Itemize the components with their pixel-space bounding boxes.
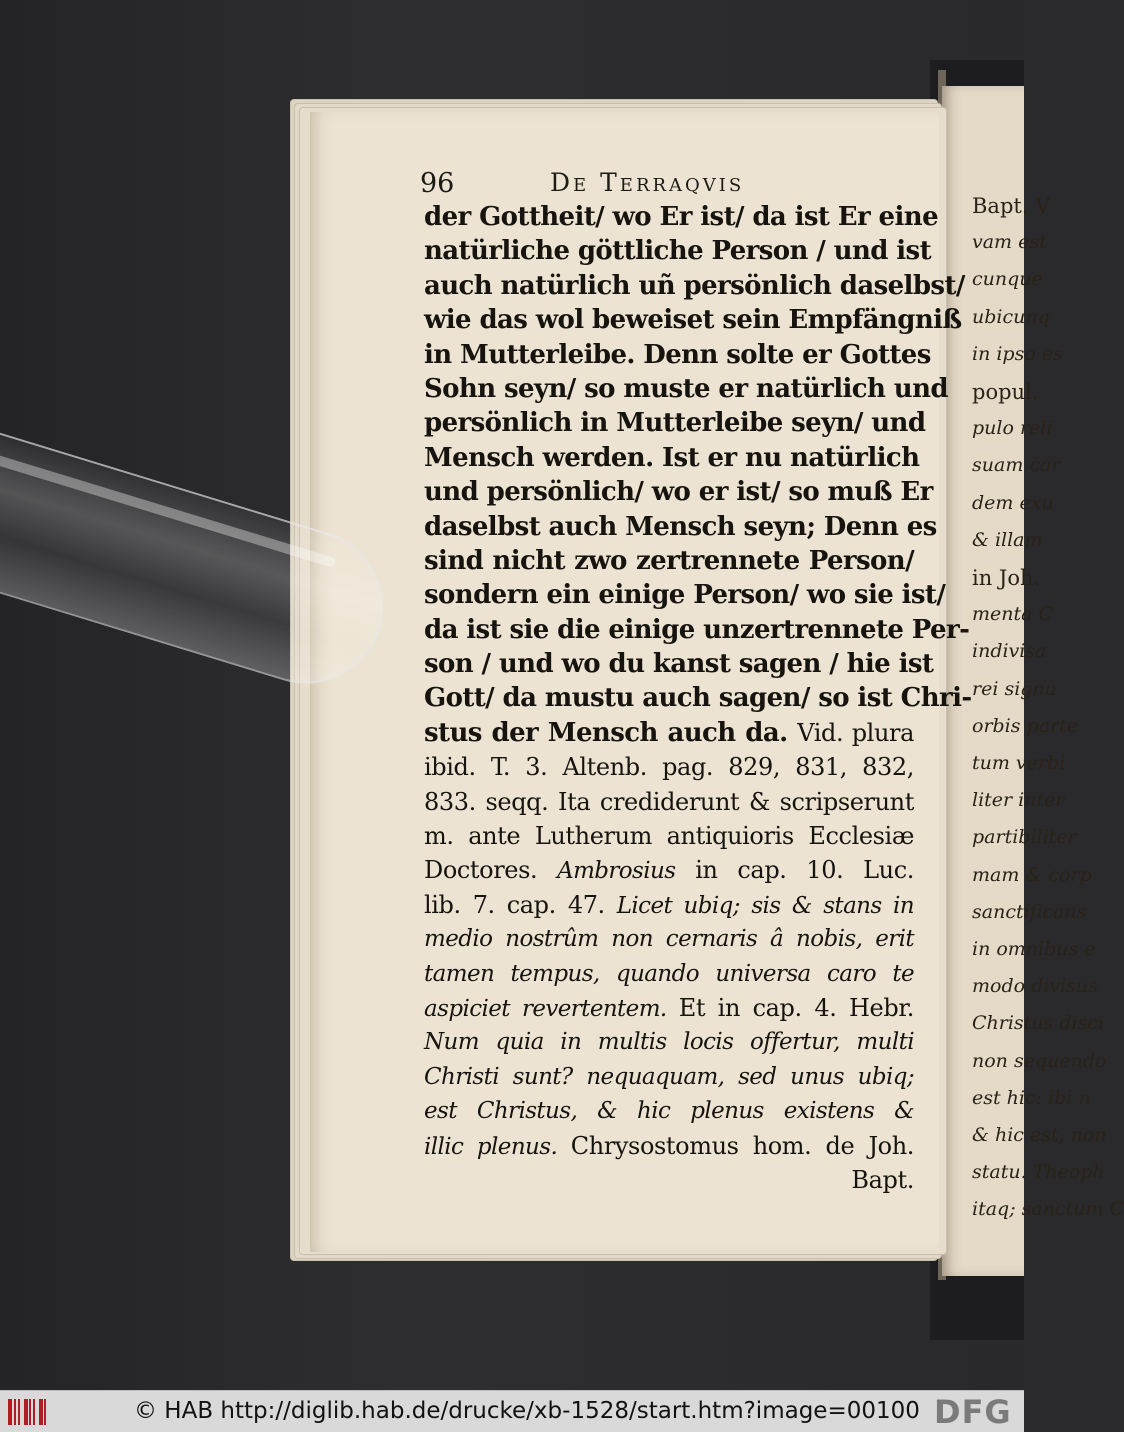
facing-page-fragment: dem exu <box>972 491 1054 514</box>
facing-page-fragment: sanctificans <box>972 900 1087 923</box>
facing-page-fragment: suam car <box>972 454 1061 477</box>
facing-page-fragment: modo divisus <box>972 975 1098 998</box>
text-segment: und persönlich/ wo er ist/ so muß Er <box>424 477 933 508</box>
text-line <box>424 1094 914 1128</box>
facing-page-fragment: partibiliter <box>972 826 1077 849</box>
text-segment: ibid. T. 3. Altenb. pag. 829, 831, 832, <box>424 753 914 782</box>
text-segment: son / und wo du kanst sagen / hie ist <box>424 649 934 680</box>
text-segment: auch natürlich uñ persönlich daselbst/ <box>424 270 965 301</box>
text-segment: in Mutterleibe. Denn solte er Gottes <box>424 339 931 370</box>
text-line <box>424 578 946 612</box>
text-line <box>424 785 914 819</box>
text-segment: Chrysostomus hom. de Joh. <box>570 1131 914 1160</box>
text-line <box>424 716 914 750</box>
text-segment: Num quia in multis locis offertur, multi <box>424 1029 914 1056</box>
facing-page-fragment: in omnibus e <box>972 938 1096 960</box>
dfg-logo: DFG <box>934 1393 1012 1431</box>
text-segment: stus der Mensch auch da. <box>424 717 798 748</box>
text-line <box>424 1060 914 1094</box>
text-line <box>424 647 934 681</box>
text-segment: Et in cap. 4. Hebr. <box>678 993 914 1022</box>
text-line <box>424 269 965 303</box>
facing-page-fragment: in Joh. <box>972 566 1041 590</box>
hab-logo-icon <box>8 1399 48 1425</box>
text-segment: Mensch werden. Ist er nu natürlich <box>424 442 920 473</box>
text-line <box>424 303 962 337</box>
logo-bar <box>18 1399 20 1425</box>
text-segment: in cap. 10. Luc. <box>675 856 914 885</box>
logo-bar <box>24 1399 28 1425</box>
text-segment: tamen tempus, quando universa caro te <box>424 960 914 987</box>
text-segment: m. ante Lutherum antiquioris Ecclesiæ <box>424 822 914 851</box>
text-line <box>424 200 939 234</box>
page-header <box>420 168 920 204</box>
facing-page-fragment: orbis parte <box>972 714 1079 737</box>
text-segment: sondern ein einige Person/ wo sie ist/ <box>424 580 946 611</box>
facing-page-fragment: itaq; sanctum C <box>972 1198 1124 1221</box>
page-text-block <box>424 200 972 1197</box>
text-line <box>424 819 914 853</box>
text-line <box>424 406 926 440</box>
facing-page-fragment: popul. <box>972 380 1039 404</box>
facing-page-fragment: & illam <box>972 528 1043 551</box>
facing-page-fragment: vam est <box>972 231 1047 254</box>
facing-page-fragment: rei signu <box>972 677 1057 700</box>
facing-page-fragment: statu. Theoph <box>972 1161 1105 1184</box>
text-segment: wie das wol beweiset sein Empfängniß <box>424 305 962 336</box>
text-line <box>424 338 931 372</box>
facing-page-fragment: mam & corp <box>972 863 1092 886</box>
text-line <box>424 991 914 1025</box>
facing-page-fragment: tum verbi <box>972 752 1066 774</box>
running-title: De Terraqvis <box>550 168 745 197</box>
facing-page-fragment: Christus disci <box>972 1012 1105 1035</box>
text-segment: 833. seqq. Ita crediderunt & scripserunt <box>424 787 914 816</box>
text-segment: da ist sie die einige unzertrennete Per- <box>424 614 970 645</box>
catchword-text: Bapt. <box>851 1165 914 1194</box>
text-segment: medio nostrûm non cernaris â nobis, erit <box>424 926 914 953</box>
text-line <box>424 441 920 475</box>
text-line <box>424 888 914 922</box>
text-segment: persönlich in Mutterleibe seyn/ und <box>424 408 926 439</box>
facing-page-fragment: menta C <box>972 603 1054 626</box>
catchword <box>424 1163 914 1197</box>
text-line <box>424 750 914 784</box>
logo-bar <box>44 1399 46 1425</box>
logo-bar <box>29 1399 31 1425</box>
text-segment: Ambrosius <box>557 858 676 885</box>
text-line <box>424 475 933 509</box>
text-segment: Licet ubiq; sis & stans in <box>616 892 914 919</box>
logo-bar <box>39 1399 43 1425</box>
facing-page-fragment: cunque <box>972 268 1043 291</box>
text-line <box>424 372 948 406</box>
facing-page-fragment: pulo reli <box>972 417 1053 440</box>
text-segment: Sohn seyn/ so muste er natürlich und <box>424 373 948 404</box>
facing-page-fragment: indivisa <box>972 640 1047 663</box>
logo-bar <box>8 1399 12 1425</box>
facing-page-fragment: non sequendo <box>972 1049 1107 1072</box>
facing-page-edge <box>942 86 1124 1276</box>
facing-page-fragment: Bapt. V <box>972 194 1051 218</box>
text-line <box>424 510 937 544</box>
text-segment: Doctores. <box>424 856 558 885</box>
text-segment: lib. 7. cap. 47. <box>424 890 617 919</box>
text-line <box>424 544 914 578</box>
text-segment: der Gottheit/ wo Er ist/ da ist Er eine <box>424 202 939 232</box>
viewer-footer <box>0 1390 1024 1432</box>
text-line <box>424 234 932 268</box>
facing-page-fragment: est hic: ibi n <box>972 1086 1091 1109</box>
facing-page-fragment: ubicunq <box>972 305 1050 328</box>
text-segment: aspiciet revertentem. <box>424 995 679 1022</box>
text-line <box>424 957 914 991</box>
text-segment: est Christus, & hic plenus existens & <box>424 1098 914 1125</box>
text-line <box>424 613 970 647</box>
text-segment: natürliche göttliche Person / und ist <box>424 236 932 267</box>
text-segment: Christi sunt? nequaquam, sed unus ubiq; <box>424 1063 914 1090</box>
text-line <box>424 922 914 956</box>
text-segment: Gott/ da mustu auch sagen/ so ist Chri- <box>424 683 972 714</box>
text-segment: daselbst auch Mensch seyn; Denn es <box>424 511 937 542</box>
facing-page-fragment: in ipso es <box>972 342 1063 365</box>
text-line <box>424 853 914 887</box>
text-line <box>424 1129 914 1163</box>
page-number: 96 <box>420 168 455 199</box>
text-segment: Vid. plura <box>797 718 914 747</box>
logo-bar <box>14 1399 16 1425</box>
text-segment: illic plenus. <box>424 1133 571 1160</box>
text-line <box>424 681 972 715</box>
text-segment: sind nicht zwo zertrennete Person/ <box>424 545 914 576</box>
facing-page-fragment: liter inter <box>972 789 1065 812</box>
facing-page-fragment: & hic est, non <box>972 1124 1107 1146</box>
copyright-link[interactable]: © HAB http://diglib.hab.de/drucke/xb-1528/start.htm?image=00100 <box>134 1398 920 1424</box>
text-line <box>424 1025 914 1059</box>
logo-bar <box>33 1399 35 1425</box>
